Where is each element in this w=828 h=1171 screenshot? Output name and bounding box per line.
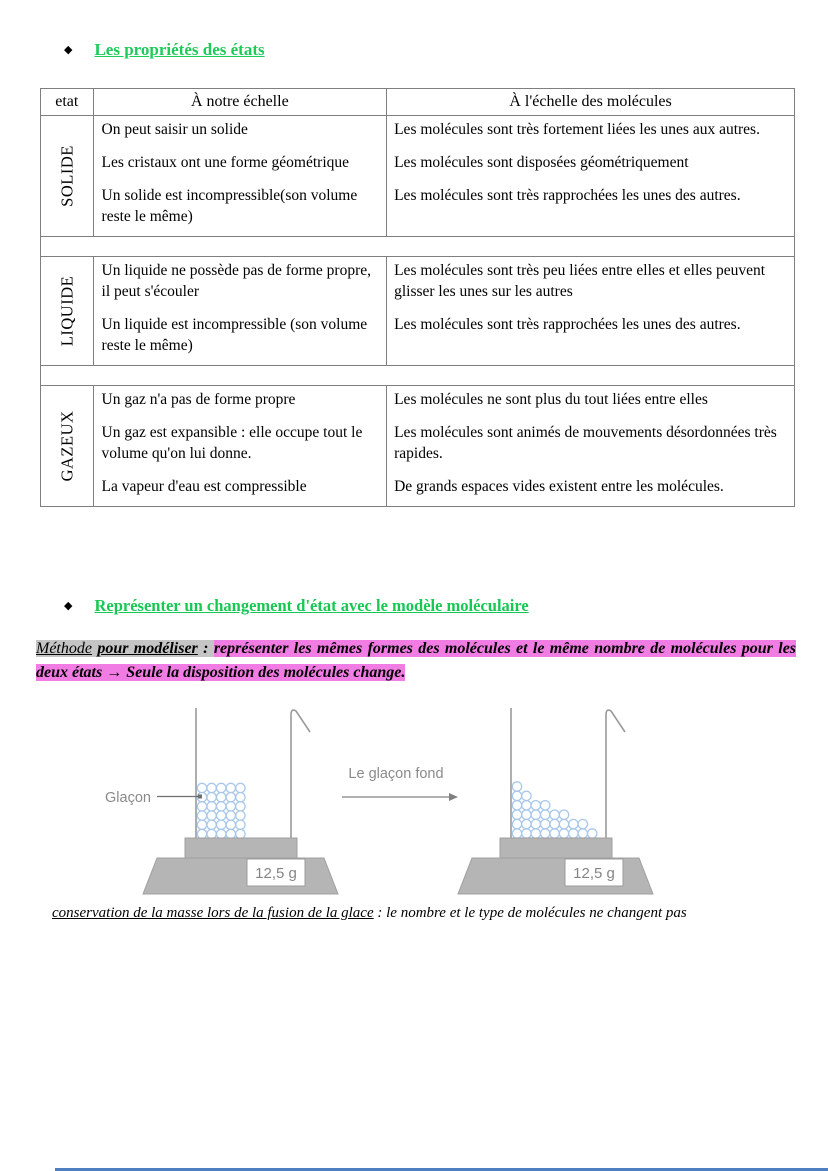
molecule-circle (236, 811, 245, 820)
scale-platform (185, 838, 297, 858)
method-label (36, 640, 214, 657)
molecules-cell: Les molécules sont très rapprochées les unes des autres. (394, 316, 741, 333)
molecule-circle (197, 829, 206, 838)
molecule-circle (217, 802, 226, 811)
property-cell: La vapeur d'eau est compressible (94, 473, 388, 506)
method-label-italic: Méthode (36, 640, 92, 657)
molecule-circle (226, 783, 235, 792)
heading-text: Les propriétés des états (94, 40, 265, 59)
molecule-circle (226, 829, 235, 838)
glacon-label: Glaçon (105, 790, 151, 806)
molecule-circle (512, 791, 521, 800)
table-row (41, 149, 794, 182)
state-label-solide (41, 116, 94, 236)
states-properties-table (40, 88, 795, 507)
molecule-circle (522, 810, 531, 819)
method-colon: : (197, 640, 214, 657)
heading-text: Représenter un changement d'état avec le modèle moléculaire (94, 596, 529, 615)
molecule-circle (226, 820, 235, 829)
arrow-head-icon (449, 793, 458, 801)
molecule-circle (559, 819, 568, 828)
molecule-circle (550, 819, 559, 828)
molecules-cell: Les molécules sont très peu liées entre elles et elles peuvent glisser les unes sur les autres (394, 262, 766, 300)
molecule-circle (569, 819, 578, 828)
state-label-text: LIQUIDE (57, 275, 77, 347)
caption-rest: : le nombre et le type de molécules ne changent pas (373, 905, 687, 921)
beaker-right-wall-spout (606, 710, 625, 838)
molecule-circle (550, 829, 559, 838)
molecule-circle (541, 801, 550, 810)
molecule-circle (531, 819, 540, 828)
molecule-circle (522, 829, 531, 838)
molecule-circle (217, 811, 226, 820)
state-label-liquide (41, 257, 94, 365)
molecule-circle (541, 810, 550, 819)
molecules-cell: Les molécules sont animés de mouvements désordonnées très rapides. (394, 424, 777, 462)
molecule-circle (531, 829, 540, 838)
state-label-text: GAZEUX (57, 410, 77, 482)
table-row (41, 419, 794, 473)
property-cell: Un liquide est incompressible (son volume reste le même) (94, 311, 388, 365)
table-header-row (41, 89, 794, 116)
method-text: représenter les mêmes formes des molécules et le même nombre de molécules pour les deux états → Seule la disposition des molécules change. (36, 640, 797, 681)
molecule-circle (236, 802, 245, 811)
molecule-circle (207, 829, 216, 838)
section-heading-properties (64, 40, 265, 60)
scale-base (458, 858, 653, 894)
molecule-circle (197, 802, 206, 811)
molecule-circle (512, 810, 521, 819)
scale-base (143, 858, 338, 894)
molecule-circle (217, 793, 226, 802)
ice-molecule-grid (197, 783, 245, 838)
header-notre-echelle: À notre échelle (94, 89, 388, 116)
molecules-cell: Les molécules sont très rapprochées les unes des autres. (394, 187, 741, 204)
water-molecule-pile (512, 782, 597, 838)
molecule-circle (512, 829, 521, 838)
molecule-circle (569, 829, 578, 838)
arrow-label: Le glaçon fond (348, 766, 444, 782)
property-cell: Un gaz est expansible : elle occupe tout le volume qu'on lui donne. (94, 419, 388, 473)
property-cell: Un liquide ne possède pas de forme propre, il peut s'écouler (94, 257, 388, 311)
molecule-circle (236, 829, 245, 838)
molecule-circle (236, 783, 245, 792)
molecule-circle (217, 820, 226, 829)
molecule-circle (226, 802, 235, 811)
caption-underlined: conservation de la masse lors de la fusion de la glace (52, 905, 374, 921)
molecules-cell: De grands espaces vides existent entre les molécules. (394, 478, 724, 495)
molecules-cell: Les molécules sont disposées géométriquement (394, 154, 689, 171)
property-cell: Les cristaux ont une forme géométrique (94, 149, 388, 182)
molecule-circle (522, 801, 531, 810)
molecule-circle (236, 793, 245, 802)
table-row (41, 182, 794, 236)
mass-readout-right: 12,5 g (573, 865, 615, 882)
molecule-circle (531, 801, 540, 810)
molecule-circle (236, 820, 245, 829)
molecules-cell: Les molécules ne sont plus du tout liées entre elles (394, 391, 708, 408)
molecule-circle (559, 810, 568, 819)
molecule-circle (559, 829, 568, 838)
table-row (41, 257, 794, 311)
molecule-circle (207, 811, 216, 820)
beaker-right-wall-spout (291, 710, 310, 838)
property-cell: Un gaz n'a pas de forme propre (94, 386, 388, 419)
glacon-pointer-dot (198, 795, 202, 799)
scale-platform (500, 838, 612, 858)
molecule-circle (512, 782, 521, 791)
molecule-circle (197, 783, 206, 792)
molecule-circle (207, 802, 216, 811)
molecule-circle (512, 819, 521, 828)
molecule-circle (541, 829, 550, 838)
fusion-diagram (0, 698, 828, 903)
property-cell: Un solide est incompressible(son volume reste le même) (94, 182, 388, 236)
table-row (41, 116, 794, 149)
molecule-circle (578, 829, 587, 838)
molecule-circle (207, 793, 216, 802)
molecules-cell: Les molécules sont très fortement liées les unes aux autres. (394, 121, 760, 138)
molecule-circle (217, 829, 226, 838)
property-cell: On peut saisir un solide (94, 116, 388, 149)
molecule-circle (588, 829, 597, 838)
molecule-circle (578, 819, 587, 828)
molecule-circle (197, 820, 206, 829)
molecule-circle (217, 783, 226, 792)
table-row (41, 386, 794, 419)
state-label-text: SOLIDE (57, 145, 77, 207)
diamond-bullet-icon: ◆ (64, 43, 73, 56)
molecule-circle (226, 811, 235, 820)
molecule-circle (550, 810, 559, 819)
method-label-bold: pour modéliser (97, 640, 198, 657)
molecule-circle (207, 783, 216, 792)
molecule-circle (531, 810, 540, 819)
molecule-circle (522, 819, 531, 828)
diamond-bullet-icon: ◆ (64, 599, 73, 612)
molecule-circle (512, 801, 521, 810)
header-echelle-molecules: À l'échelle des molécules (387, 89, 794, 116)
molecule-circle (207, 820, 216, 829)
molecule-circle (522, 791, 531, 800)
molecule-circle (541, 819, 550, 828)
method-note (36, 637, 796, 684)
spacer-row (41, 365, 794, 386)
molecule-circle (197, 811, 206, 820)
molecule-circle (226, 793, 235, 802)
spacer-row (41, 236, 794, 257)
diagram-caption (52, 903, 712, 924)
state-label-gazeux (41, 386, 94, 506)
section-heading-modele (64, 596, 529, 616)
mass-readout-left: 12,5 g (255, 865, 297, 882)
header-etat: etat (41, 89, 94, 116)
table-row (41, 473, 794, 506)
table-row (41, 311, 794, 365)
